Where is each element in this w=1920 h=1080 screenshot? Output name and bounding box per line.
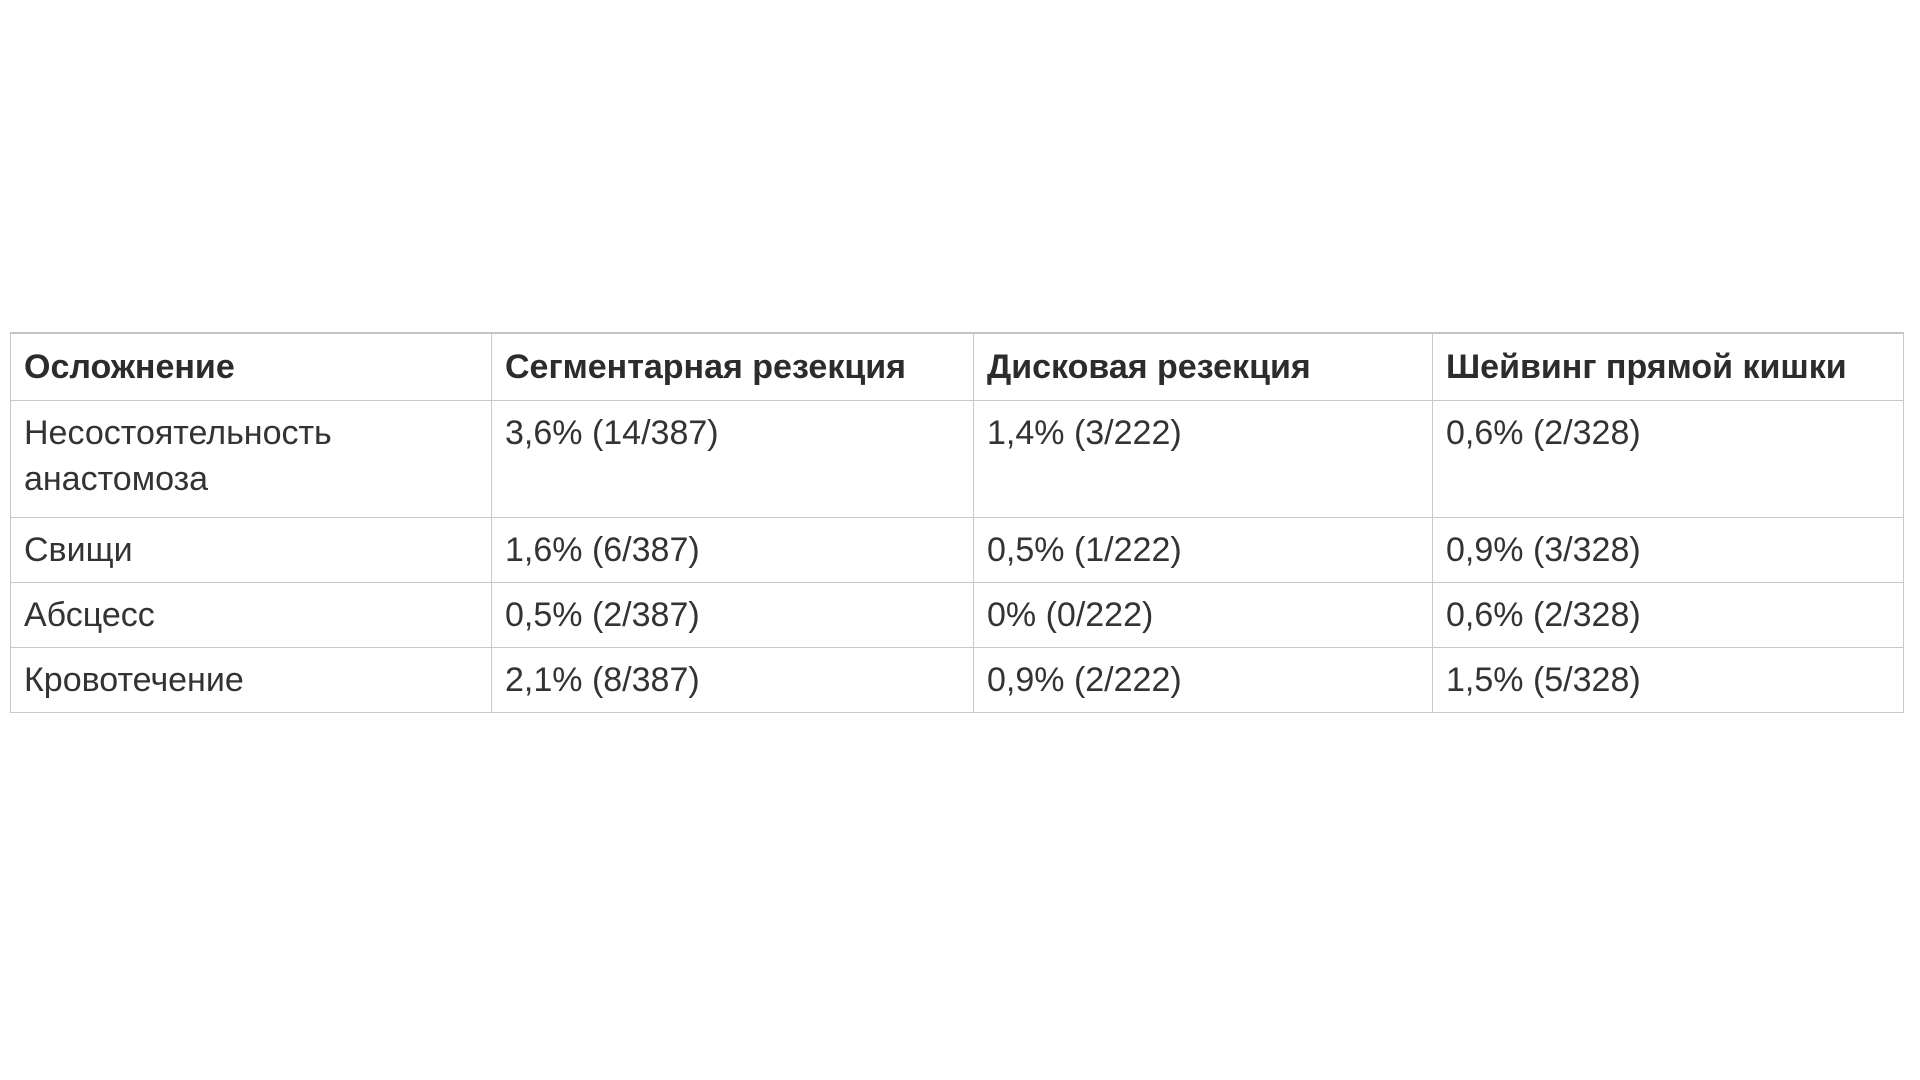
table-row-abscess [11, 583, 1904, 648]
cell-value: 0,6% (2/328) [1433, 583, 1904, 648]
table-row-anastomotic-leak [11, 401, 1904, 518]
cell-value: 1,6% (6/387) [492, 518, 974, 583]
header-cell-segmental-resection: Сегментарная резекция [492, 333, 974, 401]
header-row [11, 333, 1904, 401]
cell-value: 2,1% (8/387) [492, 648, 974, 713]
cell-value: 0,9% (3/328) [1433, 518, 1904, 583]
cell-value: 0,6% (2/328) [1433, 401, 1904, 518]
header-cell-disc-resection: Дисковая резекция [974, 333, 1433, 401]
row-label: Несостоятельность анастомоза [11, 401, 492, 518]
row-label: Кровотечение [11, 648, 492, 713]
cell-value: 3,6% (14/387) [492, 401, 974, 518]
cell-value: 1,5% (5/328) [1433, 648, 1904, 713]
header-cell-rectal-shaving: Шейвинг прямой кишки [1433, 333, 1904, 401]
cell-value: 0,5% (2/387) [492, 583, 974, 648]
complications-table [10, 332, 1904, 713]
row-label: Свищи [11, 518, 492, 583]
cell-value: 0,9% (2/222) [974, 648, 1433, 713]
row-label: Абсцесс [11, 583, 492, 648]
table-row-fistulas [11, 518, 1904, 583]
cell-value: 0% (0/222) [974, 583, 1433, 648]
cell-value: 1,4% (3/222) [974, 401, 1433, 518]
table-row-bleeding [11, 648, 1904, 713]
cell-value: 0,5% (1/222) [974, 518, 1433, 583]
header-cell-complication: Осложнение [11, 333, 492, 401]
